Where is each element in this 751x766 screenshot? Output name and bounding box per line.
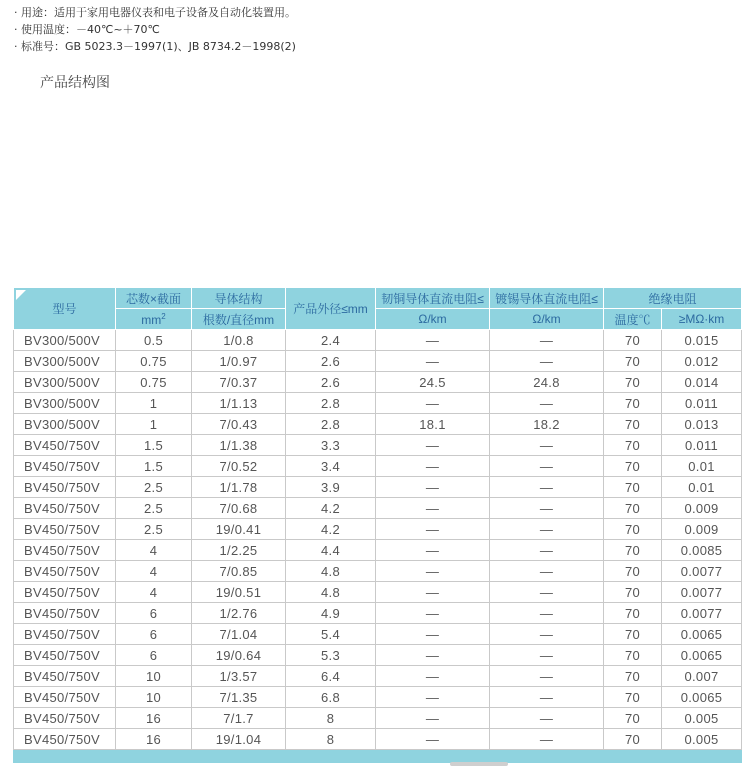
cores-unit-label: mm xyxy=(141,312,162,327)
cell-copper-resistance: — xyxy=(376,708,490,729)
cell-tinned-resistance: — xyxy=(490,393,604,414)
cell-model: BV450/750V xyxy=(14,498,116,519)
cell-tinned-resistance: — xyxy=(490,477,604,498)
spec-standard: · 标准号：GB 5023.3－1997(1)、JB 8734.2－1998(2) xyxy=(14,40,296,53)
structure-image-area xyxy=(14,98,739,283)
cell-copper-resistance: — xyxy=(376,624,490,645)
cell-conductor: 1/2.76 xyxy=(192,603,286,624)
cell-insulation-resistance: 0.0077 xyxy=(662,582,742,603)
cell-tinned-resistance: — xyxy=(490,435,604,456)
cell-conductor: 19/0.41 xyxy=(192,519,286,540)
cell-copper-resistance: — xyxy=(376,351,490,372)
table-row xyxy=(14,519,742,540)
cell-model: BV450/750V xyxy=(14,603,116,624)
cell-insulation-resistance: 0.012 xyxy=(662,351,742,372)
table-row xyxy=(14,540,742,561)
cell-outer-diameter: 3.9 xyxy=(286,477,376,498)
cell-temperature: 70 xyxy=(604,414,662,435)
cell-conductor: 7/1.04 xyxy=(192,624,286,645)
cell-section: 0.75 xyxy=(116,372,192,393)
header-conductor: 导体结构 xyxy=(192,288,286,309)
header-copper-resistance: 韧铜导体直流电阻≤ xyxy=(376,288,490,309)
cell-copper-resistance: — xyxy=(376,561,490,582)
cell-temperature: 70 xyxy=(604,603,662,624)
cell-tinned-resistance: — xyxy=(490,708,604,729)
cell-conductor: 7/1.35 xyxy=(192,687,286,708)
cell-insulation-resistance: 0.014 xyxy=(662,372,742,393)
cell-temperature: 70 xyxy=(604,351,662,372)
cell-model: BV300/500V xyxy=(14,414,116,435)
cell-outer-diameter: 2.6 xyxy=(286,372,376,393)
cell-tinned-resistance: — xyxy=(490,351,604,372)
table-row xyxy=(14,498,742,519)
header-temperature: 温度℃ xyxy=(604,309,662,330)
cell-outer-diameter: 4.8 xyxy=(286,582,376,603)
cell-outer-diameter: 5.3 xyxy=(286,645,376,666)
cell-insulation-resistance: 0.009 xyxy=(662,498,742,519)
table-row xyxy=(14,645,742,666)
cell-section: 0.5 xyxy=(116,330,192,351)
cell-insulation-resistance: 0.013 xyxy=(662,414,742,435)
cell-outer-diameter: 4.8 xyxy=(286,561,376,582)
cell-insulation-resistance: 0.0065 xyxy=(662,687,742,708)
cell-conductor: 7/1.7 xyxy=(192,708,286,729)
cell-section: 4 xyxy=(116,582,192,603)
cell-insulation-resistance: 0.0085 xyxy=(662,540,742,561)
cell-section: 16 xyxy=(116,708,192,729)
cell-section: 1 xyxy=(116,393,192,414)
table-row xyxy=(14,372,742,393)
cell-model: BV300/500V xyxy=(14,330,116,351)
cell-outer-diameter: 2.8 xyxy=(286,414,376,435)
cell-conductor: 1/0.8 xyxy=(192,330,286,351)
cell-temperature: 70 xyxy=(604,519,662,540)
cell-copper-resistance: — xyxy=(376,540,490,561)
cell-copper-resistance: — xyxy=(376,666,490,687)
table-row xyxy=(14,435,742,456)
header-tinned-unit: Ω/km xyxy=(490,309,604,330)
cell-temperature: 70 xyxy=(604,540,662,561)
cell-copper-resistance: — xyxy=(376,498,490,519)
cell-insulation-resistance: 0.007 xyxy=(662,666,742,687)
table-row xyxy=(14,687,742,708)
cell-model: BV450/750V xyxy=(14,666,116,687)
cell-insulation-resistance: 0.0077 xyxy=(662,561,742,582)
header-outer-diameter: 产品外径≤mm xyxy=(286,288,376,330)
cell-outer-diameter: 2.8 xyxy=(286,393,376,414)
header-model xyxy=(14,288,116,330)
cell-tinned-resistance: — xyxy=(490,666,604,687)
cell-outer-diameter: 4.4 xyxy=(286,540,376,561)
cell-insulation-resistance: 0.005 xyxy=(662,708,742,729)
cell-model: BV450/750V xyxy=(14,435,116,456)
cell-tinned-resistance: — xyxy=(490,687,604,708)
cell-section: 0.75 xyxy=(116,351,192,372)
cell-tinned-resistance: 18.2 xyxy=(490,414,604,435)
cell-conductor: 1/0.97 xyxy=(192,351,286,372)
cell-outer-diameter: 2.4 xyxy=(286,330,376,351)
cell-copper-resistance: — xyxy=(376,477,490,498)
cell-insulation-resistance: 0.009 xyxy=(662,519,742,540)
cell-copper-resistance: — xyxy=(376,330,490,351)
cell-model: BV450/750V xyxy=(14,708,116,729)
cell-copper-resistance: — xyxy=(376,456,490,477)
cell-section: 1.5 xyxy=(116,456,192,477)
cell-copper-resistance: — xyxy=(376,519,490,540)
cell-tinned-resistance: — xyxy=(490,582,604,603)
table-row xyxy=(14,624,742,645)
header-cores-unit xyxy=(116,309,192,330)
cell-outer-diameter: 5.4 xyxy=(286,624,376,645)
cell-insulation-resistance: 0.0077 xyxy=(662,603,742,624)
cell-section: 6 xyxy=(116,624,192,645)
cell-section: 4 xyxy=(116,561,192,582)
table-row xyxy=(14,330,742,351)
cell-section: 6 xyxy=(116,603,192,624)
cell-model: BV300/500V xyxy=(14,372,116,393)
cell-section: 2.5 xyxy=(116,498,192,519)
cell-outer-diameter: 3.4 xyxy=(286,456,376,477)
cell-insulation-resistance: 0.0065 xyxy=(662,624,742,645)
table-row xyxy=(14,708,742,729)
cell-temperature: 70 xyxy=(604,708,662,729)
cell-model: BV450/750V xyxy=(14,645,116,666)
header-cores-section: 芯数×截面 xyxy=(116,288,192,309)
cell-tinned-resistance: — xyxy=(490,624,604,645)
cell-temperature: 70 xyxy=(604,393,662,414)
structure-heading: 产品结构图 xyxy=(40,75,110,91)
cell-tinned-resistance: — xyxy=(490,456,604,477)
cell-conductor: 7/0.43 xyxy=(192,414,286,435)
header-model-label: 型号 xyxy=(52,302,77,316)
cell-temperature: 70 xyxy=(604,330,662,351)
cell-model: BV450/750V xyxy=(14,687,116,708)
table-row xyxy=(14,477,742,498)
cell-conductor: 19/0.51 xyxy=(192,582,286,603)
header-insulation-unit: ≥MΩ·km xyxy=(662,309,742,330)
table-footer-row xyxy=(14,750,742,763)
cell-section: 1 xyxy=(116,414,192,435)
cell-temperature: 70 xyxy=(604,477,662,498)
cell-copper-resistance: — xyxy=(376,582,490,603)
cell-temperature: 70 xyxy=(604,687,662,708)
cell-temperature: 70 xyxy=(604,561,662,582)
cell-outer-diameter: 3.3 xyxy=(286,435,376,456)
corner-marker-icon xyxy=(16,290,26,300)
cell-copper-resistance: — xyxy=(376,687,490,708)
spec-table xyxy=(13,287,742,763)
cell-model: BV450/750V xyxy=(14,561,116,582)
header-tinned-resistance: 镀锡导体直流电阻≤ xyxy=(490,288,604,309)
cell-conductor: 19/1.04 xyxy=(192,729,286,750)
cell-tinned-resistance: — xyxy=(490,603,604,624)
cell-section: 6 xyxy=(116,645,192,666)
cell-tinned-resistance: — xyxy=(490,645,604,666)
table-row xyxy=(14,351,742,372)
cell-temperature: 70 xyxy=(604,582,662,603)
table-row xyxy=(14,666,742,687)
cell-section: 16 xyxy=(116,729,192,750)
cell-conductor: 1/1.38 xyxy=(192,435,286,456)
cell-section: 1.5 xyxy=(116,435,192,456)
cell-conductor: 1/1.13 xyxy=(192,393,286,414)
cell-insulation-resistance: 0.011 xyxy=(662,393,742,414)
cell-model: BV450/750V xyxy=(14,477,116,498)
table-row xyxy=(14,582,742,603)
cell-section: 10 xyxy=(116,687,192,708)
table-row xyxy=(14,393,742,414)
cell-outer-diameter: 6.4 xyxy=(286,666,376,687)
cell-conductor: 1/1.78 xyxy=(192,477,286,498)
cell-outer-diameter: 2.6 xyxy=(286,351,376,372)
header-copper-unit: Ω/km xyxy=(376,309,490,330)
cell-model: BV450/750V xyxy=(14,582,116,603)
cell-temperature: 70 xyxy=(604,624,662,645)
cell-section: 2.5 xyxy=(116,477,192,498)
table-row xyxy=(14,456,742,477)
cell-model: BV450/750V xyxy=(14,456,116,477)
spec-usage: · 用途：适用于家用电器仪表和电子设备及自动化装置用。 xyxy=(14,6,296,19)
cell-copper-resistance: — xyxy=(376,645,490,666)
cell-conductor: 7/0.37 xyxy=(192,372,286,393)
cell-insulation-resistance: 0.01 xyxy=(662,456,742,477)
cell-insulation-resistance: 0.0065 xyxy=(662,645,742,666)
cell-tinned-resistance: — xyxy=(490,540,604,561)
cell-tinned-resistance: — xyxy=(490,729,604,750)
cell-outer-diameter: 4.9 xyxy=(286,603,376,624)
cell-conductor: 7/0.52 xyxy=(192,456,286,477)
cell-tinned-resistance: 24.8 xyxy=(490,372,604,393)
header-insulation: 绝缘电阻 xyxy=(604,288,742,309)
cell-conductor: 19/0.64 xyxy=(192,645,286,666)
cell-insulation-resistance: 0.005 xyxy=(662,729,742,750)
cell-temperature: 70 xyxy=(604,645,662,666)
cell-section: 2.5 xyxy=(116,519,192,540)
cell-tinned-resistance: — xyxy=(490,498,604,519)
cell-section: 4 xyxy=(116,540,192,561)
cell-temperature: 70 xyxy=(604,498,662,519)
table-row xyxy=(14,561,742,582)
cell-insulation-resistance: 0.015 xyxy=(662,330,742,351)
cell-conductor: 7/0.85 xyxy=(192,561,286,582)
cell-outer-diameter: 8 xyxy=(286,708,376,729)
table-row xyxy=(14,414,742,435)
cell-tinned-resistance: — xyxy=(490,561,604,582)
cell-conductor: 1/2.25 xyxy=(192,540,286,561)
cell-tinned-resistance: — xyxy=(490,330,604,351)
cell-copper-resistance: 18.1 xyxy=(376,414,490,435)
cell-model: BV300/500V xyxy=(14,393,116,414)
cell-conductor: 1/3.57 xyxy=(192,666,286,687)
cell-insulation-resistance: 0.011 xyxy=(662,435,742,456)
cell-copper-resistance: 24.5 xyxy=(376,372,490,393)
cell-outer-diameter: 4.2 xyxy=(286,498,376,519)
cell-outer-diameter: 4.2 xyxy=(286,519,376,540)
cell-model: BV300/500V xyxy=(14,351,116,372)
horizontal-scrollbar[interactable] xyxy=(450,762,508,766)
cores-unit-sup: 2 xyxy=(161,311,166,321)
cell-insulation-resistance: 0.01 xyxy=(662,477,742,498)
cell-conductor: 7/0.68 xyxy=(192,498,286,519)
cell-outer-diameter: 6.8 xyxy=(286,687,376,708)
cell-model: BV450/750V xyxy=(14,540,116,561)
cell-copper-resistance: — xyxy=(376,603,490,624)
spec-table-body xyxy=(14,330,742,763)
cell-model: BV450/750V xyxy=(14,729,116,750)
cell-outer-diameter: 8 xyxy=(286,729,376,750)
cell-tinned-resistance: — xyxy=(490,519,604,540)
table-row xyxy=(14,729,742,750)
cell-temperature: 70 xyxy=(604,729,662,750)
table-footer xyxy=(14,750,742,763)
header-conductor-unit: 根数/直径mm xyxy=(192,309,286,330)
product-spec-list xyxy=(14,4,296,55)
cell-copper-resistance: — xyxy=(376,435,490,456)
cell-temperature: 70 xyxy=(604,435,662,456)
spec-temperature: · 使用温度：－40℃~＋70℃ xyxy=(14,23,160,36)
cell-temperature: 70 xyxy=(604,456,662,477)
cell-section: 10 xyxy=(116,666,192,687)
table-row xyxy=(14,603,742,624)
cell-temperature: 70 xyxy=(604,372,662,393)
cell-model: BV450/750V xyxy=(14,624,116,645)
cell-model: BV450/750V xyxy=(14,519,116,540)
cell-copper-resistance: — xyxy=(376,393,490,414)
cell-copper-resistance: — xyxy=(376,729,490,750)
cell-temperature: 70 xyxy=(604,666,662,687)
